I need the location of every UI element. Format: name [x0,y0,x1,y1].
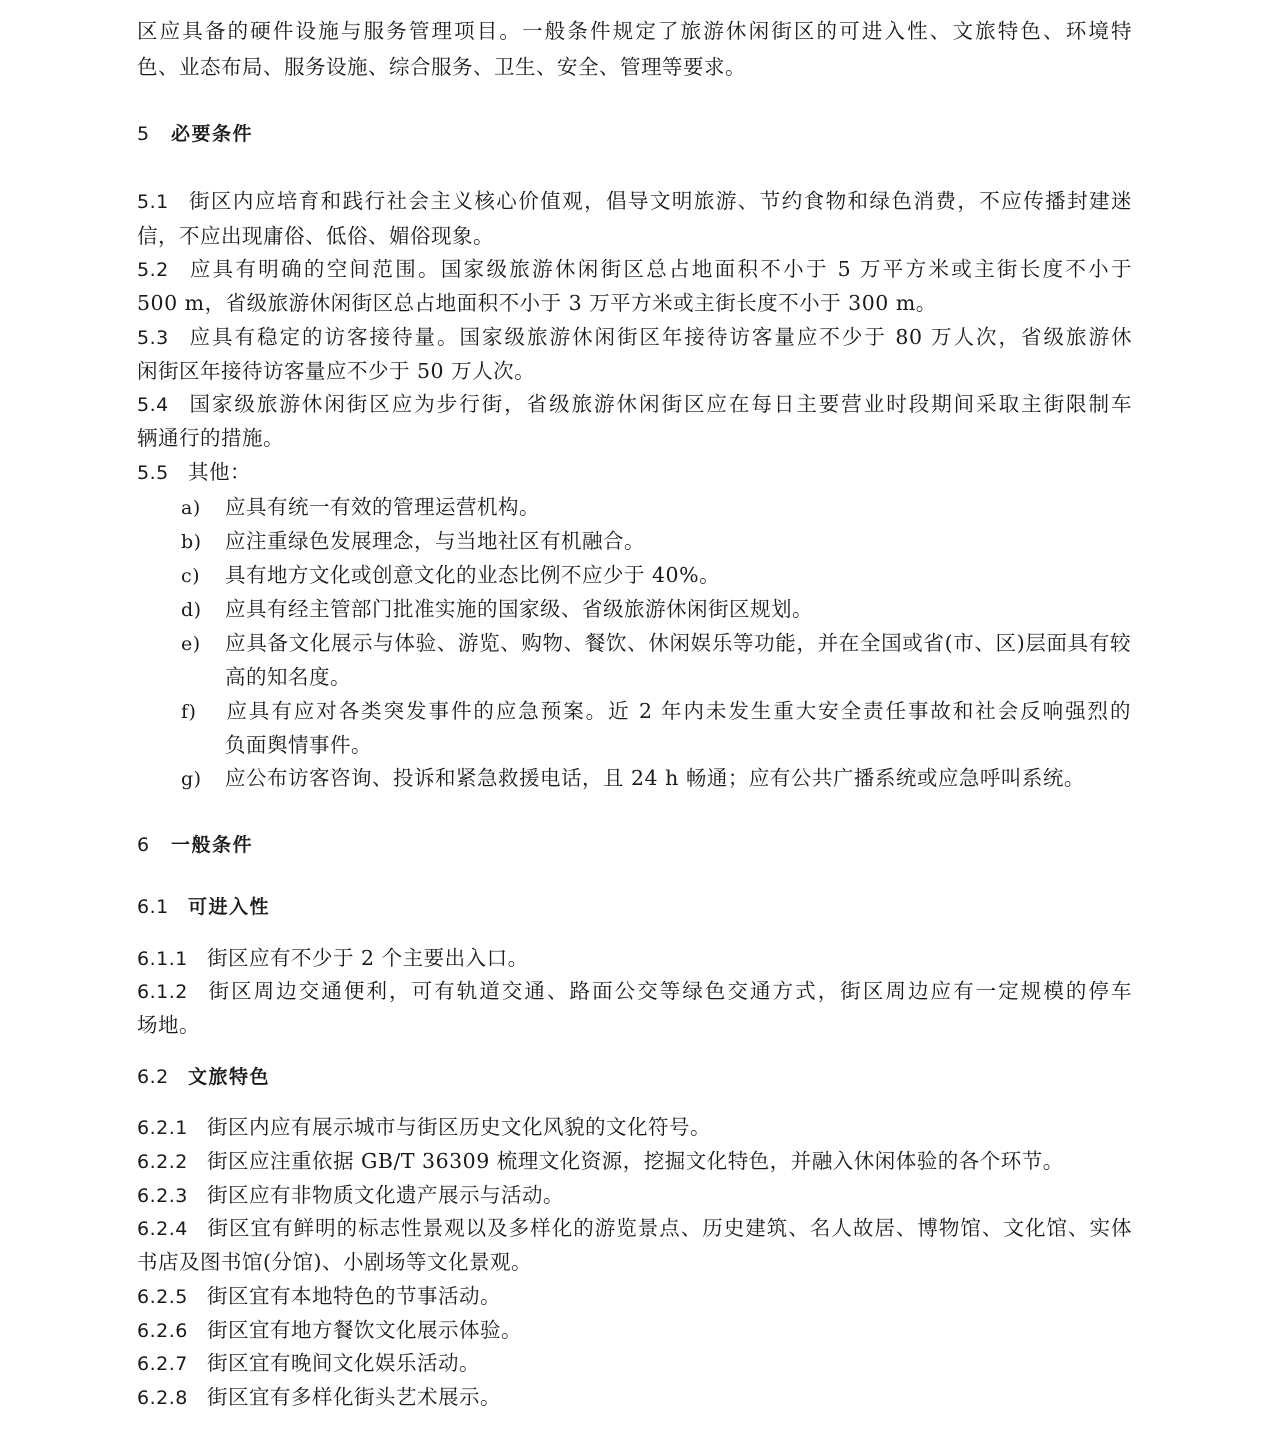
list-item-a [181,490,1131,525]
clause-number: 5.4 [137,394,169,416]
intro-line-2: 色、业态布局、服务设施、综合服务、卫生、安全、管理等要求。 [137,55,746,79]
clause-text: 街区应有不少于 2 个主要出入口。 [207,946,529,970]
subsection-number: 6.1 [137,896,169,918]
subsection-title: 可进入性 [188,896,271,918]
clause-text: 街区内应有展示城市与街区历史文化风貌的文化符号。 [207,1115,711,1139]
clause-text: 街区宜有鲜明的标志性景观以及多样化的游览景点、历史建筑、名人故居、博物馆、文化馆、实体 [207,1216,1132,1240]
clause-5-3-line-2: 闲街区年接待访客量应不少于 50 万人次。 [137,359,536,383]
list-item-c [181,558,1131,593]
clause-5-4-line-1 [137,387,1132,422]
subsection-number: 6.2 [137,1066,169,1088]
list-text: 应具有经主管部门批准实施的国家级、省级旅游休闲街区规划。 [225,597,813,621]
clause-text: 街区宜有本地特色的节事活动。 [207,1284,501,1308]
clause-number: 6.2.5 [137,1286,188,1308]
list-text: 应具有统一有效的管理运营机构。 [225,495,540,519]
list-marker: d) [181,599,202,621]
list-item-e-line-1 [181,626,1131,661]
list-text: 应具有应对各类突发事件的应急预案。近 2 年内未发生重大安全责任事故和社会反响强烈的 [225,699,1131,723]
list-text: 应具备文化展示与体验、游览、购物、餐饮、休闲娱乐等功能，并在全国或省(市、区)层面具有较 [225,631,1131,655]
clause-number: 6.2.4 [137,1218,188,1240]
list-marker: e) [181,633,201,655]
clause-5-1-line-1 [137,184,1132,219]
clause-text: 国家级旅游休闲街区应为步行街，省级旅游休闲街区应在每日主要营业时段期间采取主街限制车 [188,392,1132,416]
clause-text: 街区宜有地方餐饮文化展示体验。 [207,1318,522,1342]
clause-text: 街区应注重依据 GB/T 36309 梳理文化资源，挖掘文化特色，并融入休闲体验的各个环节。 [207,1149,1064,1173]
clause-5-4-line-2: 辆通行的措施。 [137,426,284,450]
section-number: 6 [137,834,150,856]
list-item-b [181,524,1131,559]
clause-text: 街区应有非物质文化遗产展示与活动。 [207,1183,564,1207]
section-number: 5 [137,123,150,145]
clause-number: 5.3 [137,327,169,349]
list-marker: c) [181,565,201,587]
clause-number: 6.1.1 [137,948,188,970]
list-item-e-line-2: 高的知名度。 [225,665,351,689]
clause-text: 街区周边交通便利，可有轨道交通、路面公交等绿色交通方式，街区周边应有一定规模的停车 [207,979,1132,1003]
clause-6-1-1 [137,941,1132,976]
clause-5-2-line-1 [137,252,1132,287]
clause-text: 应具有稳定的访客接待量。国家级旅游休闲街区年接待访客量应不少于 80 万人次，省级旅游休 [188,325,1132,349]
section-title: 一般条件 [171,834,254,856]
clause-6-1-2-line-1 [137,974,1132,1009]
list-item-g [181,761,1131,796]
clause-text: 街区宜有晚间文化娱乐活动。 [207,1351,480,1375]
list-marker: a) [181,497,201,519]
clause-number: 6.2.3 [137,1185,188,1207]
clause-number: 6.2.2 [137,1151,188,1173]
clause-number: 5.5 [137,462,169,484]
clause-6-1-2-line-2: 场地。 [137,1013,200,1037]
subsection-heading-6-2 [137,1059,1132,1094]
clause-number: 6.2.7 [137,1353,188,1375]
list-item-f-line-1 [181,694,1131,729]
clause-6-2-4-line-2: 书店及图书馆(分馆)、小剧场等文化景观。 [137,1250,532,1274]
clause-5-2-line-2: 500 m，省级旅游休闲街区总占地面积不小于 3 万平方米或主街长度不小于 300 m。 [137,291,937,315]
list-marker: g) [181,768,202,790]
clause-number: 6.2.6 [137,1320,188,1342]
clause-6-2-4-line-1 [137,1211,1132,1246]
list-text: 应注重绿色发展理念，与当地社区有机融合。 [225,529,645,553]
clause-6-2-1 [137,1110,1132,1145]
clause-6-2-7 [137,1346,1132,1381]
clause-6-2-2 [137,1144,1132,1179]
section-title: 必要条件 [171,123,254,145]
list-text: 应公布访客咨询、投诉和紧急救援电话，且 24 h 畅通；应有公共广播系统或应急呼叫系统。 [225,766,1085,790]
clause-text: 应具有明确的空间范围。国家级旅游休闲街区总占地面积不小于 5 万平方米或主街长度不小于 [188,257,1132,281]
list-item-d [181,592,1131,627]
clause-text: 其他： [188,460,251,484]
subsection-heading-6-1 [137,889,1132,924]
clause-text: 街区内应培育和践行社会主义核心价值观，倡导文明旅游、节约食物和绿色消费，不应传播封建迷 [188,189,1132,213]
clause-6-2-5 [137,1279,1132,1314]
intro-line-1: 区应具备的硬件设施与服务管理项目。一般条件规定了旅游休闲街区的可进入性、文旅特色、环境特 [137,19,1132,43]
clause-5-1-line-2: 信，不应出现庸俗、低俗、媚俗现象。 [137,224,494,248]
clause-number: 5.1 [137,191,169,213]
clause-number: 6.2.8 [137,1387,188,1409]
clause-5-5 [137,455,1132,490]
clause-5-3-line-1 [137,320,1132,355]
subsection-title: 文旅特色 [188,1066,271,1088]
list-text: 具有地方文化或创意文化的业态比例不应少于 40%。 [225,563,721,587]
list-marker: f) [181,701,197,723]
clause-number: 6.2.1 [137,1117,188,1139]
clause-6-2-8 [137,1380,1132,1415]
clause-6-2-6 [137,1313,1132,1348]
clause-text: 街区宜有多样化街头艺术展示。 [207,1385,501,1409]
list-item-f-line-2: 负面舆情事件。 [225,733,372,757]
clause-6-2-3 [137,1178,1132,1213]
list-marker: b) [181,531,202,553]
clause-number: 6.1.2 [137,981,188,1003]
section-heading-6 [137,827,1132,862]
clause-number: 5.2 [137,259,169,281]
section-heading-5 [137,116,1132,151]
